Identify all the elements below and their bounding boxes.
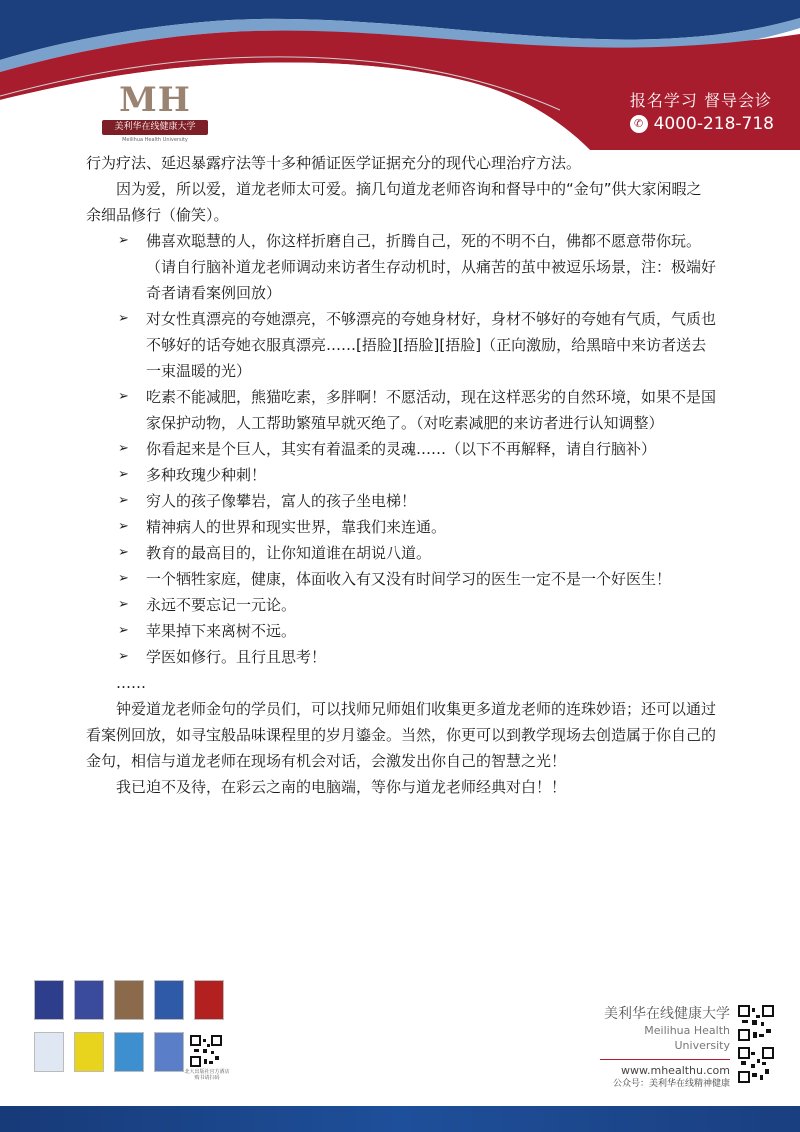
arrow-bullet-icon: ➢ [118, 311, 129, 326]
arrow-bullet-icon: ➢ [118, 597, 129, 612]
book-cover [114, 1032, 144, 1072]
qr-code-icon [738, 1047, 774, 1083]
logo-subtitle: Meilihua Health University [122, 137, 188, 143]
arrow-bullet-icon: ➢ [118, 649, 129, 664]
wechat-account: 公众号：美利华在线精神健康 [612, 1079, 730, 1089]
arrow-bullet-icon: ➢ [118, 389, 129, 404]
paragraph-wait: 我已迫不及待，在彩云之南的电脑端，等你与道龙老师经典对白！！ [116, 778, 567, 796]
list-item: ➢ 你看起来是个巨人，其实有着温柔的灵魂……（以下不再解释，请自行脑补） [86, 436, 716, 462]
university-name-cn: 美利华在线健康大学 [604, 1006, 730, 1022]
university-info [600, 1005, 730, 1091]
qr-code-icon [738, 1005, 774, 1041]
book-cover [34, 1032, 64, 1072]
footer-bar [0, 1106, 800, 1132]
small-qr-code-icon [190, 1035, 222, 1067]
logo-mark: MH [119, 80, 191, 120]
book-cover [154, 1032, 184, 1072]
arrow-bullet-icon: ➢ [118, 233, 129, 248]
book-cover [74, 980, 104, 1020]
list-item: ➢ 佛喜欢聪慧的人，你这样折磨自己，折腾自己，死的不明不白，佛都不愿意带你玩。（请自行脑补道龙老师调动来访者生存动机时，从痛苦的茧中被逗乐场景，注：极端好奇者请看案例回放） [86, 228, 716, 306]
list-item: ➢ 穷人的孩子像攀岩，富人的孩子坐电梯！ [86, 488, 716, 514]
header-slogan: 报名学习 督导会诊 [629, 91, 772, 110]
arrow-bullet-icon: ➢ [118, 571, 129, 586]
list-item: ➢ 多种玫瑰少种刺！ [86, 462, 716, 488]
book-cover [114, 980, 144, 1020]
arrow-bullet-icon: ➢ [118, 493, 129, 508]
divider [600, 1059, 730, 1060]
university-logo [100, 80, 210, 152]
arrow-bullet-icon: ➢ [118, 441, 129, 456]
arrow-bullet-icon: ➢ [118, 519, 129, 534]
ellipsis-line: …… [116, 674, 146, 692]
phone-number: 4000-218-718 [653, 114, 774, 134]
arrow-bullet-icon: ➢ [118, 467, 129, 482]
book-cover [154, 980, 184, 1020]
page-header [0, 0, 800, 150]
article-body [86, 150, 716, 800]
list-item: ➢ 对女性真漂亮的夸她漂亮，不够漂亮的夸她身材好，身材不够好的夸她有气质，气质也不够好的话夸她衣服真漂亮……[捂脸][捂脸][捂脸]（正向激励，给黑暗中来访者送去一束温暖的光） [86, 306, 716, 384]
list-item: ➢ 一个牺牲家庭，健康，体面收入有又没有时间学习的医生一定不是一个好医生！ [86, 566, 716, 592]
list-item: ➢ 精神病人的世界和现实世界，靠我们来连通。 [86, 514, 716, 540]
book-cover [34, 980, 64, 1020]
university-name-en: Meilihua Health University [644, 1024, 730, 1052]
arrow-bullet-icon: ➢ [118, 545, 129, 560]
list-item: ➢ 吃素不能减肥，熊猫吃素，多胖啊！不愿活动，现在这样恶劣的自然环境，如果不是国家保护动物，人工帮助繁殖早就灭绝了。（对吃素减肥的来访者进行认知调整） [86, 384, 716, 436]
qr-caption: 北大出版社官方酒店 购书请扫码 [184, 1069, 230, 1081]
website-url[interactable]: www.mhealthu.com [621, 1064, 730, 1077]
paragraph-intro-tail: 行为疗法、延迟暴露疗法等十多种循证医学证据充分的现代心理治疗方法。 [86, 154, 582, 172]
paragraph-collect: 钟爱道龙老师金句的学员们，可以找师兄师姐们收集更多道龙老师的连珠妙语；还可以通过看案例回放，如寻宝般品味课程里的岁月鎏金。当然，你更可以到教学现场去创造属于你自己的金句，相信与道龙老师在现场有机会对话，会激发出你自己的智慧之光！ [86, 700, 717, 770]
phone-icon: ✆ [630, 115, 648, 133]
arrow-bullet-icon: ➢ [118, 623, 129, 638]
list-item: ➢ 苹果掉下来离树不远。 [86, 618, 716, 644]
book-cover [74, 1032, 104, 1072]
header-phone [630, 114, 774, 134]
logo-ribbon: 美利华在线健康大学 [102, 120, 208, 135]
list-item: ➢ 永远不要忘记一元论。 [86, 592, 716, 618]
book-cover [194, 980, 224, 1020]
list-item: ➢ 学医如修行。且行且思考！ [86, 644, 716, 670]
list-item: ➢ 教育的最高目的，让你知道谁在胡说八道。 [86, 540, 716, 566]
paragraph-love: 因为爱，所以爱，道龙老师太可爱。摘几句道龙老师咨询和督导中的“金句”供大家闲暇之余细品修行（偷笑）。 [86, 180, 702, 224]
quote-list [86, 228, 716, 670]
